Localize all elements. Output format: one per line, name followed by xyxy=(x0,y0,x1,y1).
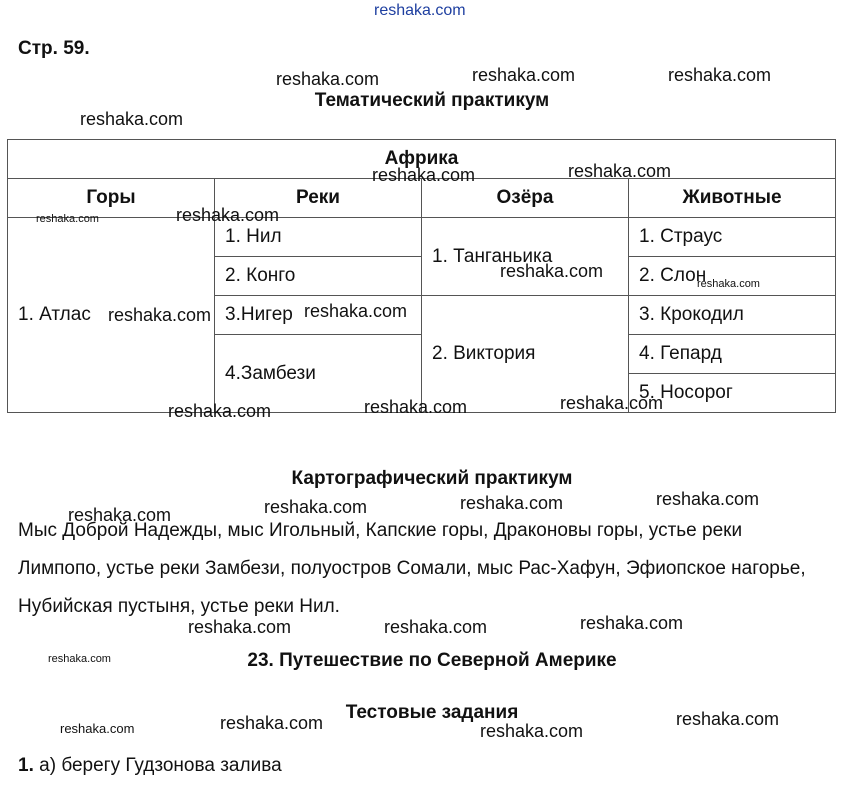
watermark: reshaka.com xyxy=(276,69,380,89)
watermark: reshaka.com xyxy=(580,613,684,633)
mountain-cell: 1. Атлас xyxy=(8,218,215,413)
watermark: reshaka.com xyxy=(80,109,184,129)
section-title-thematic: Тематический практикум xyxy=(314,90,550,111)
question-1 xyxy=(18,755,282,777)
river-cell: 2. Конго xyxy=(215,257,422,296)
lake-cell: 2. Виктория xyxy=(422,296,629,413)
watermark: reshaka.com xyxy=(168,401,272,421)
watermark: reshaka.com xyxy=(68,505,172,525)
animal-cell: 1. Страус xyxy=(629,218,836,257)
header-rivers: Реки xyxy=(215,179,422,218)
watermark: reshaka.com xyxy=(188,617,292,637)
watermark: reshaka.com xyxy=(656,489,760,509)
watermark-top: reshaka.com xyxy=(374,2,466,19)
page-label: Стр. 59. xyxy=(18,38,90,59)
animal-cell: 2. Слон xyxy=(629,257,836,296)
watermark: reshaka.com xyxy=(304,301,408,321)
header-lakes: Озёра xyxy=(422,179,629,218)
watermark: reshaka.com xyxy=(36,213,99,225)
river-cell: 1. Нил xyxy=(215,218,422,257)
header-animals: Животные xyxy=(629,179,836,218)
animal-cell: 4. Гепард xyxy=(629,335,836,374)
animal-cell: 5. Носорог xyxy=(629,374,836,413)
watermark: reshaka.com xyxy=(372,165,476,185)
watermark: reshaka.com xyxy=(568,161,672,181)
lake-cell: 1. Танганьика xyxy=(422,218,629,296)
watermark: reshaka.com xyxy=(500,261,604,281)
watermark: reshaka.com xyxy=(364,397,468,417)
question-1-text: а) берегу Гудзонова залива xyxy=(39,755,282,776)
watermark: reshaka.com xyxy=(697,278,760,290)
header-mountains: Горы xyxy=(8,179,215,218)
watermark: reshaka.com xyxy=(60,721,135,736)
watermark: reshaka.com xyxy=(264,497,368,517)
watermark: reshaka.com xyxy=(668,65,772,85)
section-title-north-america: 23. Путешествие по Северной Америке xyxy=(247,650,617,671)
watermark: reshaka.com xyxy=(384,617,488,637)
watermark: reshaka.com xyxy=(480,721,584,741)
river-cell: 3.Нигер xyxy=(215,296,422,335)
watermark: reshaka.com xyxy=(108,305,212,325)
river-cell: 4.Замбези xyxy=(215,335,422,413)
section-title-cartographic: Картографический практикум xyxy=(291,468,573,489)
section-title-tests: Тестовые задания xyxy=(345,702,519,723)
watermark: reshaka.com xyxy=(472,65,576,85)
watermark: reshaka.com xyxy=(676,709,780,729)
watermark: reshaka.com xyxy=(220,713,324,733)
watermark: reshaka.com xyxy=(560,393,664,413)
watermark: reshaka.com xyxy=(48,653,111,665)
question-1-number: 1. xyxy=(18,755,34,776)
watermark: reshaka.com xyxy=(460,493,564,513)
table-title: Африка xyxy=(8,140,836,179)
cartographic-text: Мыс Доброй Надежды, мыс Игольный, Капские горы, Драконовы горы, устье реки Лимпопо, устье реки Замбези, полуостров Сомали, мыс Рас-Хафун, Эфиопское нагорье, Нубийская пустыня, устье реки Нил. xyxy=(18,520,806,617)
animal-cell: 3. Крокодил xyxy=(629,296,836,335)
watermark: reshaka.com xyxy=(176,205,280,225)
